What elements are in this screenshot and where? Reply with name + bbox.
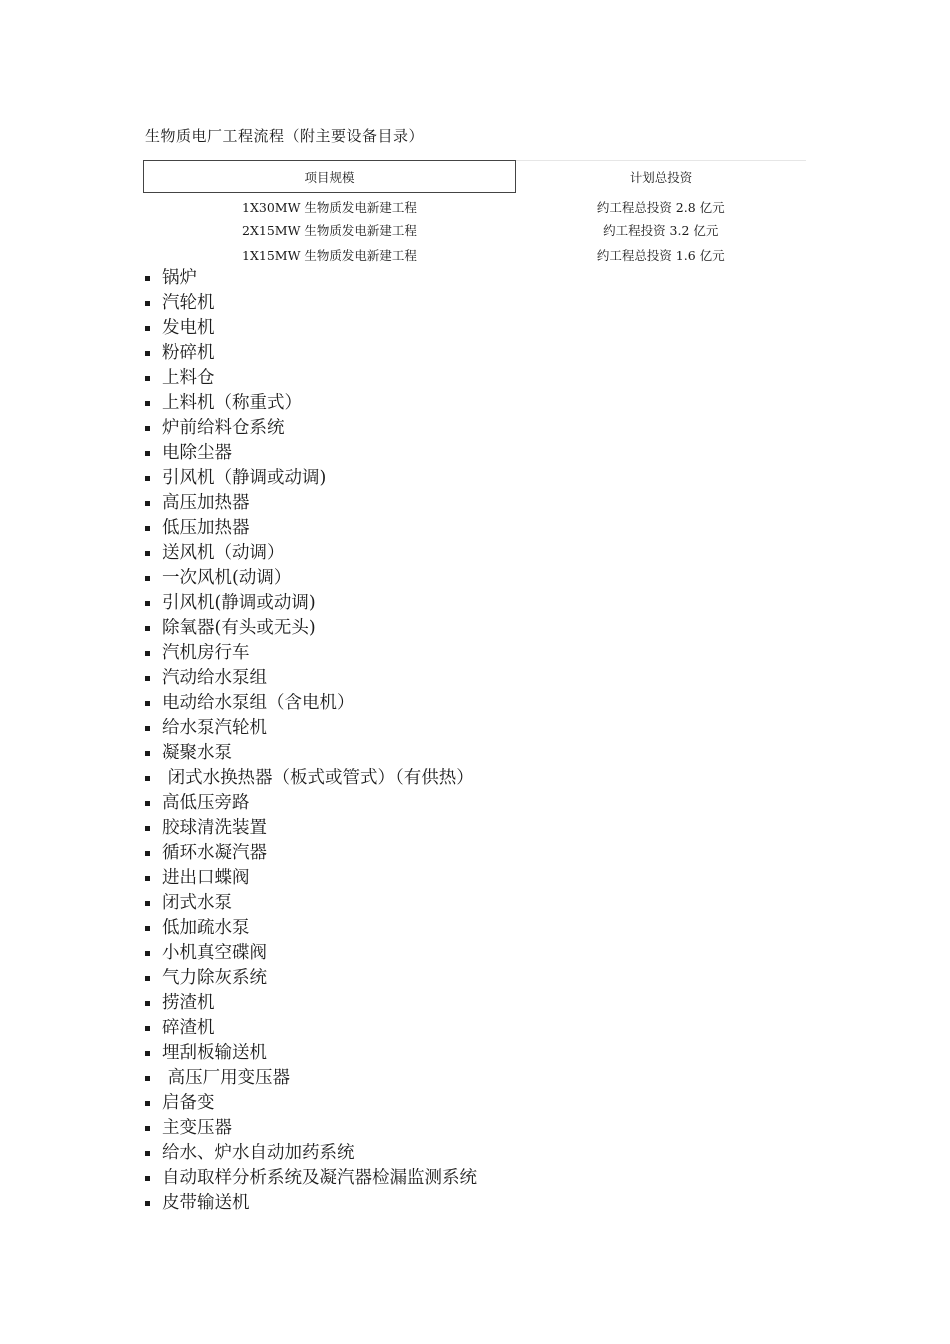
page-title: 生物质电厂工程流程（附主要设备目录） <box>145 127 425 145</box>
square-bullet-icon <box>145 1101 150 1106</box>
list-item <box>143 1166 477 1191</box>
table-row <box>144 218 807 243</box>
square-bullet-icon <box>145 1201 150 1206</box>
list-item-label: 发电机 <box>162 318 215 338</box>
list-item <box>143 716 477 741</box>
list-item-label: 给水泵汽轮机 <box>162 718 267 738</box>
list-item-label: 汽动给水泵组 <box>162 668 267 688</box>
list-item-label: 电动给水泵组（含电机） <box>162 693 355 713</box>
list-item-label: 气力除灰系统 <box>162 968 267 988</box>
cell-investment: 约工程总投资 2.8 亿元 <box>596 200 725 215</box>
square-bullet-icon <box>145 301 150 306</box>
list-item-label: 高压加热器 <box>162 493 250 513</box>
square-bullet-icon <box>145 551 150 556</box>
list-item <box>143 966 477 991</box>
list-item <box>143 1141 477 1166</box>
list-item <box>143 1116 477 1141</box>
square-bullet-icon <box>145 426 150 431</box>
list-item <box>143 1091 477 1116</box>
list-item-label: 除氧器(有头或无头) <box>162 618 316 638</box>
list-item-label: 低加疏水泵 <box>162 918 250 938</box>
square-bullet-icon <box>145 976 150 981</box>
table-header-row <box>144 161 807 193</box>
list-item <box>143 1191 477 1216</box>
list-item <box>143 866 477 891</box>
square-bullet-icon <box>145 526 150 531</box>
square-bullet-icon <box>145 926 150 931</box>
list-item-label: 进出口蝶阀 <box>162 868 250 888</box>
list-item <box>143 1016 477 1041</box>
square-bullet-icon <box>145 326 150 331</box>
list-item <box>143 616 477 641</box>
square-bullet-icon <box>145 676 150 681</box>
list-item-label: 胶球清洗装置 <box>162 818 267 838</box>
list-item-label: 引风机（静调或动调) <box>162 468 327 488</box>
list-item <box>143 466 477 491</box>
cell-scale: 1X30MW 生物质发电新建工程 <box>242 200 417 216</box>
list-item <box>143 291 477 316</box>
square-bullet-icon <box>145 401 150 406</box>
square-bullet-icon <box>145 1176 150 1181</box>
square-bullet-icon <box>145 626 150 631</box>
list-item-label: 送风机（动调） <box>162 543 285 563</box>
list-item-label: 引风机(静调或动调) <box>162 593 316 613</box>
square-bullet-icon <box>145 1051 150 1056</box>
list-item-label: 一次风机(动调） <box>162 568 292 588</box>
list-item-label: 汽机房行车 <box>162 643 250 663</box>
square-bullet-icon <box>145 701 150 706</box>
square-bullet-icon <box>145 501 150 506</box>
square-bullet-icon <box>145 1001 150 1006</box>
square-bullet-icon <box>145 651 150 656</box>
list-item-label: 高低压旁路 <box>162 793 250 813</box>
list-item <box>143 566 477 591</box>
list-item <box>143 441 477 466</box>
list-item-label: 闭式水换热器（板式或管式）（有供热） <box>162 768 474 788</box>
list-item <box>143 641 477 666</box>
list-item-label: 高压厂用变压器 <box>162 1068 291 1088</box>
square-bullet-icon <box>145 801 150 806</box>
square-bullet-icon <box>145 776 150 781</box>
list-item <box>143 741 477 766</box>
list-item-label: 主变压器 <box>162 1118 232 1138</box>
list-item-label: 循环水凝汽器 <box>162 843 267 863</box>
list-item <box>143 316 477 341</box>
list-item-label: 皮带输送机 <box>162 1193 250 1213</box>
table-row <box>144 243 807 268</box>
list-item <box>143 791 477 816</box>
square-bullet-icon <box>145 476 150 481</box>
list-item <box>143 841 477 866</box>
square-bullet-icon <box>145 826 150 831</box>
list-item <box>143 416 477 441</box>
list-item <box>143 391 477 416</box>
square-bullet-icon <box>145 951 150 956</box>
list-item-label: 启备变 <box>162 1093 215 1113</box>
list-item-label: 埋刮板输送机 <box>162 1043 267 1063</box>
list-item-label: 锅炉 <box>162 268 197 288</box>
list-item <box>143 816 477 841</box>
list-item-label: 炉前给料仓系统 <box>162 418 285 438</box>
list-item <box>143 766 477 791</box>
square-bullet-icon <box>145 751 150 756</box>
square-bullet-icon <box>145 276 150 281</box>
list-item <box>143 341 477 366</box>
header-investment: 计划总投资 <box>516 161 807 193</box>
list-item-label: 给水、炉水自动加药系统 <box>162 1143 355 1163</box>
square-bullet-icon <box>145 1126 150 1131</box>
list-item-label: 碎渣机 <box>162 1018 215 1038</box>
square-bullet-icon <box>145 1026 150 1031</box>
square-bullet-icon <box>145 851 150 856</box>
square-bullet-icon <box>145 876 150 881</box>
square-bullet-icon <box>145 576 150 581</box>
list-item <box>143 516 477 541</box>
list-item <box>143 916 477 941</box>
list-item <box>143 266 477 291</box>
cell-investment: 约工程投资 3.2 亿元 <box>603 223 719 238</box>
list-item-label: 粉碎机 <box>162 343 215 363</box>
square-bullet-icon <box>145 451 150 456</box>
list-item-label: 自动取样分析系统及凝汽器检漏监测系统 <box>162 1168 477 1188</box>
header-scale: 项目规模 <box>144 161 516 193</box>
list-item <box>143 891 477 916</box>
square-bullet-icon <box>145 1151 150 1156</box>
list-item <box>143 691 477 716</box>
cell-scale: 1X15MW 生物质发电新建工程 <box>242 248 417 263</box>
table-row <box>144 193 807 218</box>
cell-scale: 2X15MW 生物质发电新建工程 <box>242 223 417 238</box>
square-bullet-icon <box>145 601 150 606</box>
list-item-label: 汽轮机 <box>162 293 215 313</box>
list-item <box>143 366 477 391</box>
project-table <box>143 160 806 268</box>
list-item-label: 上料仓 <box>162 368 215 388</box>
list-item <box>143 591 477 616</box>
cell-investment: 约工程总投资 1.6 亿元 <box>596 248 725 263</box>
list-item <box>143 1066 477 1091</box>
equipment-list <box>143 266 477 1216</box>
square-bullet-icon <box>145 901 150 906</box>
list-item-label: 捞渣机 <box>162 993 215 1013</box>
list-item-label: 闭式水泵 <box>162 893 232 913</box>
list-item <box>143 491 477 516</box>
list-item <box>143 991 477 1016</box>
square-bullet-icon <box>145 1076 150 1081</box>
list-item-label: 低压加热器 <box>162 518 250 538</box>
list-item-label: 电除尘器 <box>162 443 232 463</box>
list-item-label: 上料机（称重式） <box>162 393 302 413</box>
list-item <box>143 541 477 566</box>
square-bullet-icon <box>145 376 150 381</box>
list-item-label: 凝聚水泵 <box>162 743 232 763</box>
square-bullet-icon <box>145 726 150 731</box>
list-item <box>143 1041 477 1066</box>
square-bullet-icon <box>145 351 150 356</box>
list-item <box>143 666 477 691</box>
list-item-label: 小机真空碟阀 <box>162 943 267 963</box>
list-item <box>143 941 477 966</box>
